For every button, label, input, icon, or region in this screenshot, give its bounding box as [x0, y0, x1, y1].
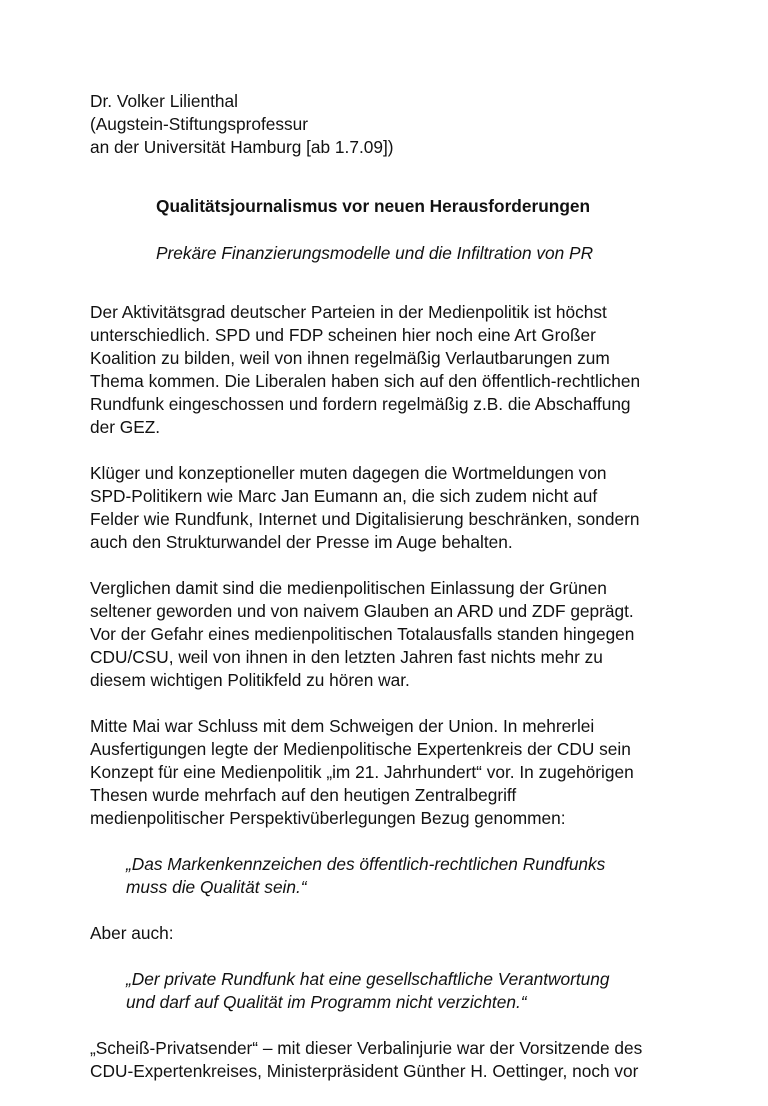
paragraph-line: Klüger und konzeptioneller muten dagegen die Wortmeldungen von [90, 463, 607, 483]
paragraph-line: Thema kommen. Die Liberalen haben sich auf den öffentlich-rechtlichen [90, 371, 641, 391]
paragraph-line: auch den Strukturwandel der Presse im Auge behalten. [90, 532, 513, 552]
quote-2 [90, 968, 670, 1014]
quote-line: und darf auf Qualität im Programm nicht verzichten.“ [126, 992, 527, 1012]
paragraph-line: Felder wie Rundfunk, Internet und Digitalisierung beschränken, sondern [90, 509, 640, 529]
document-title: Qualitätsjournalismus vor neuen Herausforderungen [156, 196, 591, 216]
title-block [90, 195, 670, 265]
paragraph-line: Mitte Mai war Schluss mit dem Schweigen der Union. In mehrerlei [90, 716, 595, 736]
paragraph-line: Ausfertigungen legte der Medienpolitische Expertenkreis der CDU sein [90, 739, 631, 759]
paragraph-line: SPD-Politikern wie Marc Jan Eumann an, die sich zudem nicht auf [90, 486, 598, 506]
paragraph-line: Verglichen damit sind die medienpolitischen Einlassung der Grünen [90, 578, 607, 598]
paragraph-line: Thesen wurde mehrfach auf den heutigen Zentralbegriff [90, 785, 517, 805]
quote-line: „Der private Rundfunk hat eine gesellschaftliche Verantwortung [126, 969, 610, 989]
paragraph-1 [90, 301, 670, 439]
paragraph-line: Konzept für eine Medienpolitik „im 21. Jahrhundert“ vor. In zugehörigen [90, 762, 634, 782]
paragraph-2 [90, 462, 670, 554]
paragraph-line: seltener geworden und von naivem Glauben an ARD und ZDF geprägt. [90, 601, 634, 621]
paragraph-line: der GEZ. [90, 417, 161, 437]
quote-line: muss die Qualität sein.“ [126, 877, 307, 897]
paragraph-line: unterschiedlich. SPD und FDP scheinen hier noch eine Art Großer [90, 325, 596, 345]
author-name: Dr. Volker Lilienthal [90, 91, 238, 111]
paragraph-line: CDU-Expertenkreises, Ministerpräsident Günther H. Oettinger, noch vor [90, 1061, 639, 1081]
paragraph-line: Der Aktivitätsgrad deutscher Parteien in der Medienpolitik ist höchst [90, 302, 607, 322]
document-subtitle: Prekäre Finanzierungsmodelle und die Infiltration von PR [156, 243, 594, 263]
author-position: (Augstein-Stiftungsprofessur [90, 114, 309, 134]
paragraph-line: Rundfunk eingeschossen und fordern regelmäßig z.B. die Abschaffung [90, 394, 631, 414]
paragraph-line: medienpolitischer Perspektivüberlegungen Bezug genommen: [90, 808, 566, 828]
paragraph-4 [90, 715, 670, 830]
paragraph-line: diesem wichtigen Politikfeld zu hören war. [90, 670, 410, 690]
paragraph-5 [90, 1037, 670, 1083]
author-affiliation: an der Universität Hamburg [ab 1.7.09]) [90, 137, 394, 157]
quote-1 [90, 853, 670, 899]
paragraph-line: „Scheiß-Privatsender“ – mit dieser Verbalinjurie war der Vorsitzende des [90, 1038, 643, 1058]
quote-line: „Das Markenkennzeichen des öffentlich-rechtlichen Rundfunks [126, 854, 606, 874]
paragraph-line: Vor der Gefahr eines medienpolitischen Totalausfalls standen hingegen [90, 624, 635, 644]
aber-auch-line: Aber auch: [90, 923, 174, 943]
paragraph-line: CDU/CSU, weil von ihnen in den letzten Jahren fast nichts mehr zu [90, 647, 603, 667]
author-block [90, 90, 670, 159]
paragraph-line: Koalition zu bilden, weil von ihnen regelmäßig Verlautbarungen zum [90, 348, 610, 368]
document-page [90, 90, 670, 1106]
paragraph-3 [90, 577, 670, 692]
